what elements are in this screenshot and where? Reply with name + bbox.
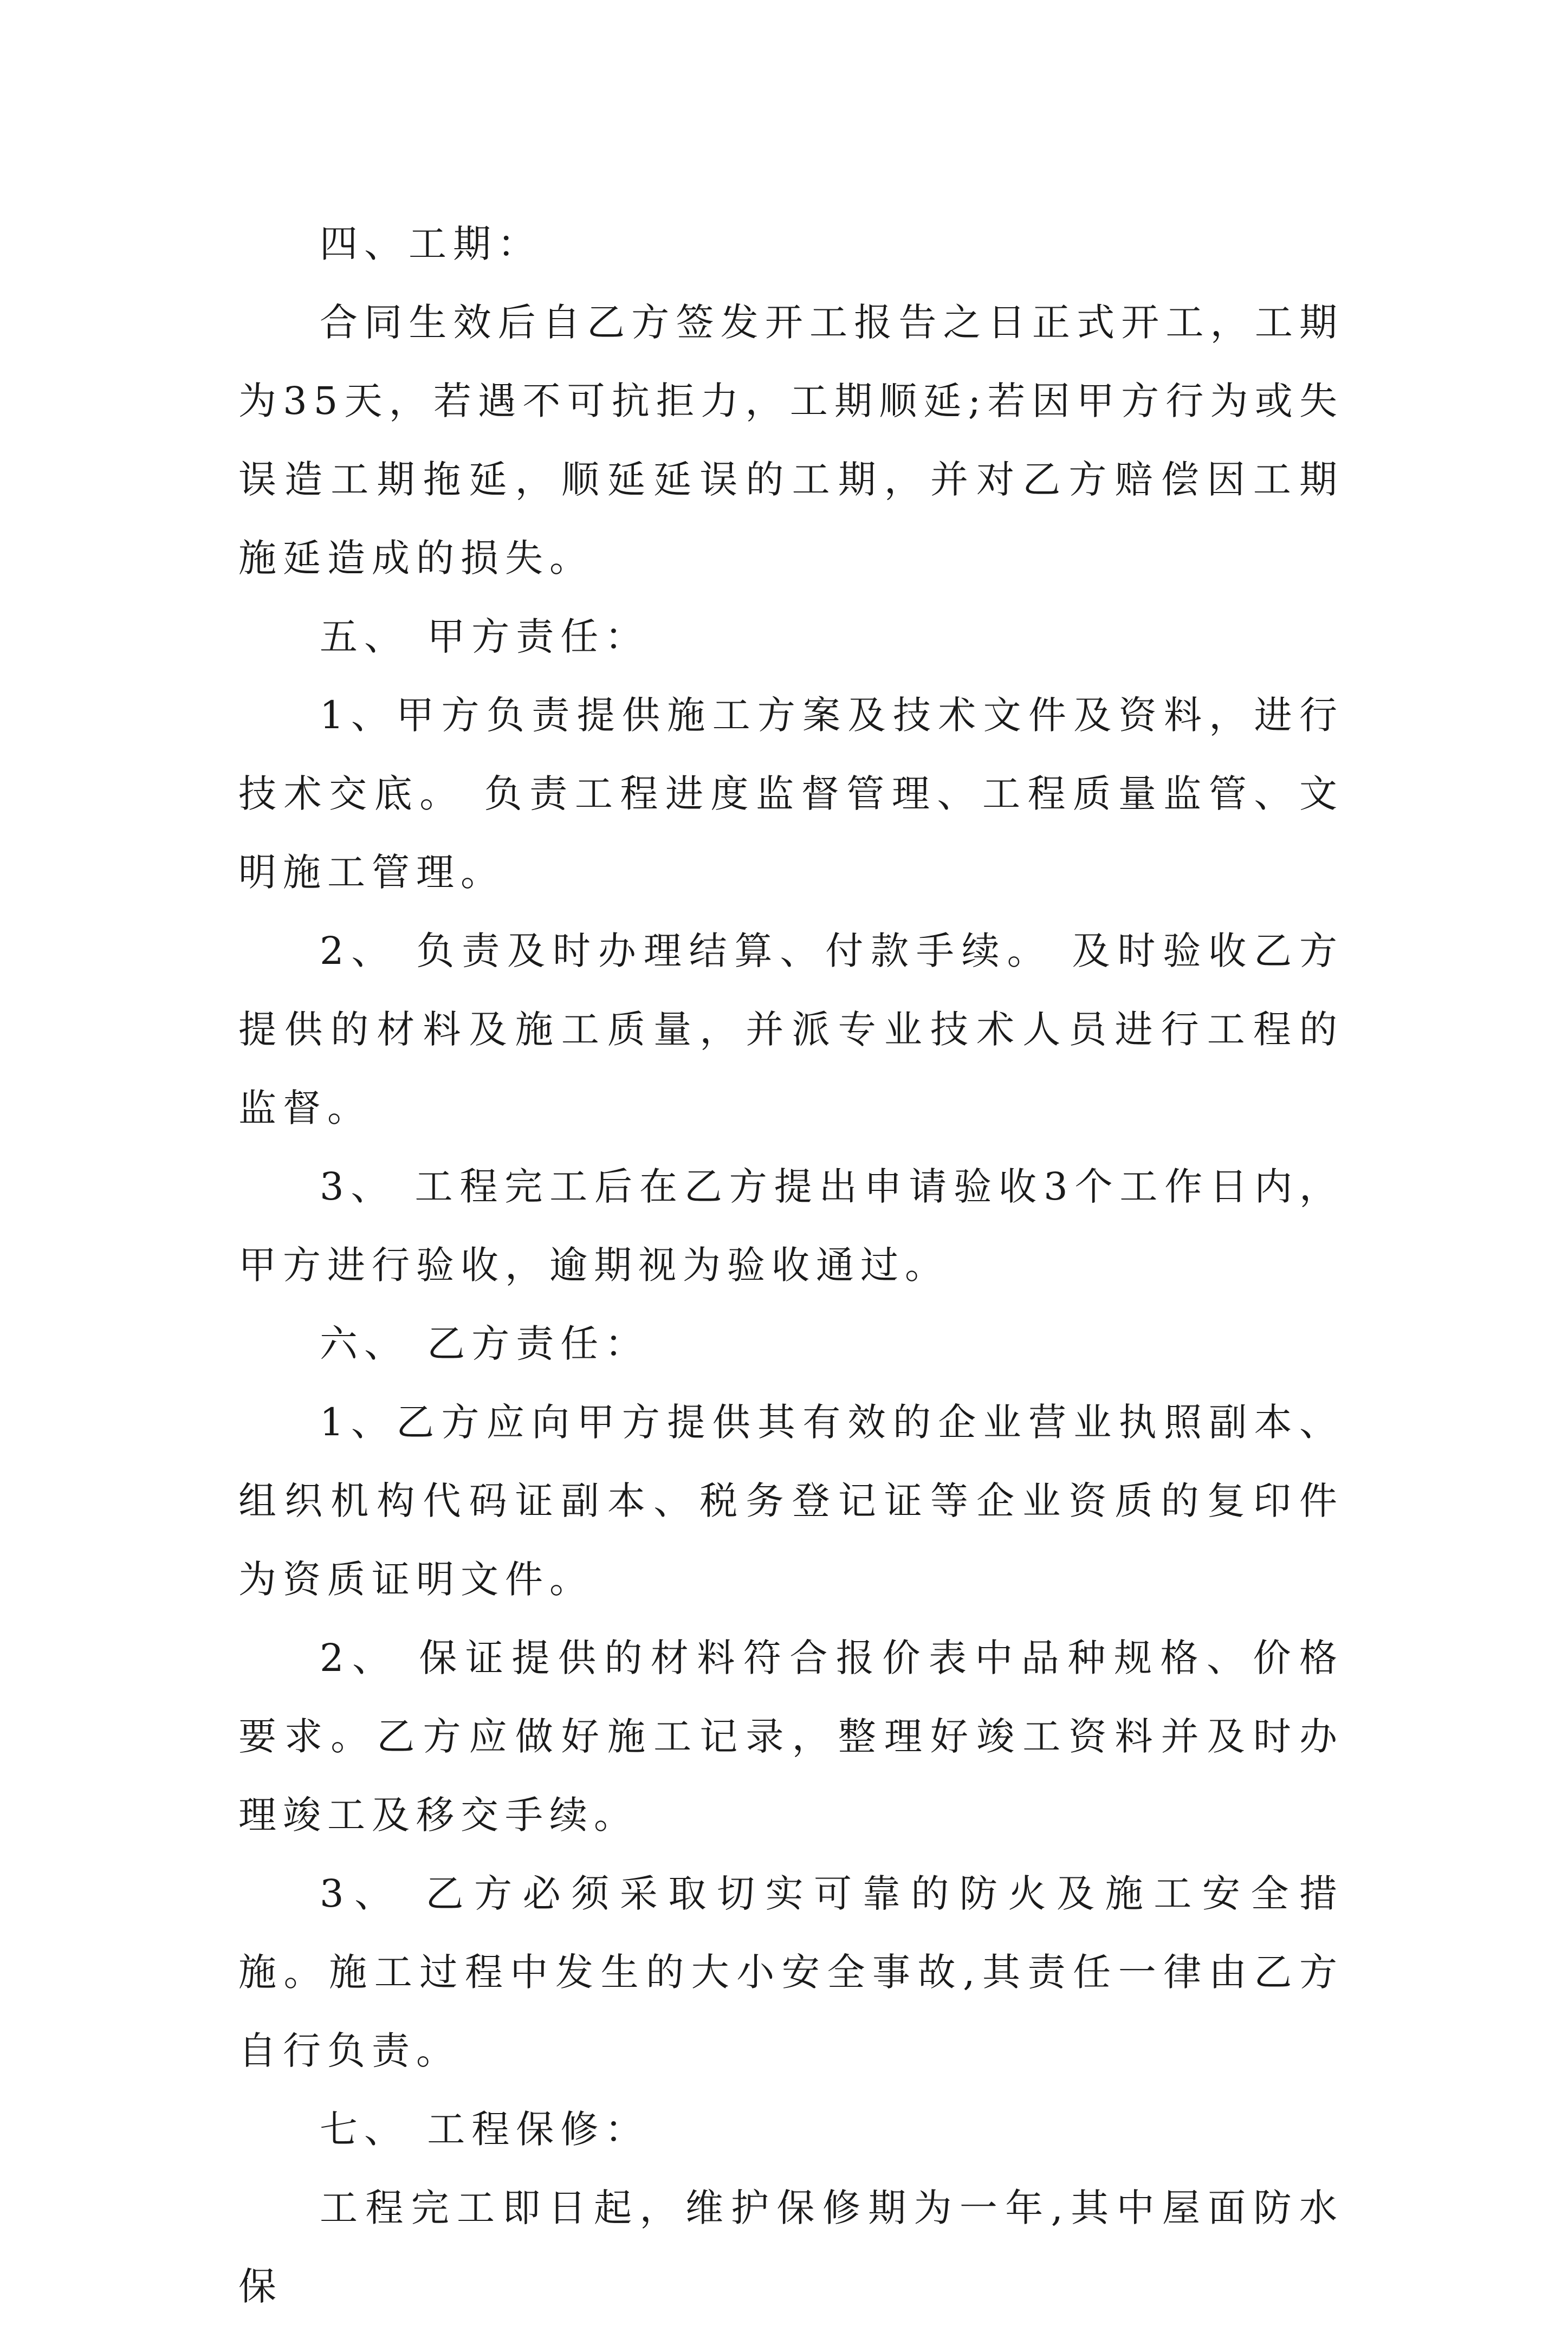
paragraph-party-b-2: 2、 保证提供的材料符合报价表中品种规格、价格要求。乙方应做好施工记录，整理好竣工资料并及时办理竣工及移交手续。 [238, 1636, 1344, 1837]
section-heading-warranty: 七、 工程保修： [320, 2107, 650, 2152]
paragraph-party-a-1: 1、甲方负责提供施工方案及技术文件及资料，进行技术交底。 负责工程进度监督管理、工程质量监管、文明施工管理。 [238, 693, 1344, 895]
paragraph-party-a-3: 3、 工程完工后在乙方提出申请验收3个工作日内，甲方进行验收，逾期视为验收通过。 [238, 1164, 1344, 1287]
document-body [238, 205, 1344, 2326]
paragraph-party-a-2: 2、 负责及时办理结算、付款手续。 及时验收乙方提供的材料及施工质量，并派专业技术人员进行工程的监督。 [238, 929, 1344, 1130]
paragraph-warranty: 工程完工即日起，维护保修期为一年,其中屋面防水保 [238, 2186, 1344, 2309]
paragraph-party-b-1: 1、乙方应向甲方提供其有效的企业营业执照副本、组织机构代码证副本、税务登记证等企业资质的复印件为资质证明文件。 [238, 1400, 1344, 1602]
section-heading-party-a: 五、 甲方责任： [320, 614, 650, 659]
paragraph-party-b-3: 3、 乙方必须采取切实可靠的防火及施工安全措施。施工过程中发生的大小安全事故,其责任一律由乙方自行负责。 [238, 1871, 1344, 2073]
section-heading-party-b: 六、 乙方责任： [320, 1321, 650, 1366]
paragraph-schedule: 合同生效后自乙方签发开工报告之日正式开工，工期为35天，若遇不可抗拒力，工期顺延;若因甲方行为或失误造工期拖延，顺延延误的工期，并对乙方赔偿因工期施延造成的损失。 [238, 300, 1344, 580]
section-heading-schedule: 四、工期： [320, 222, 542, 266]
